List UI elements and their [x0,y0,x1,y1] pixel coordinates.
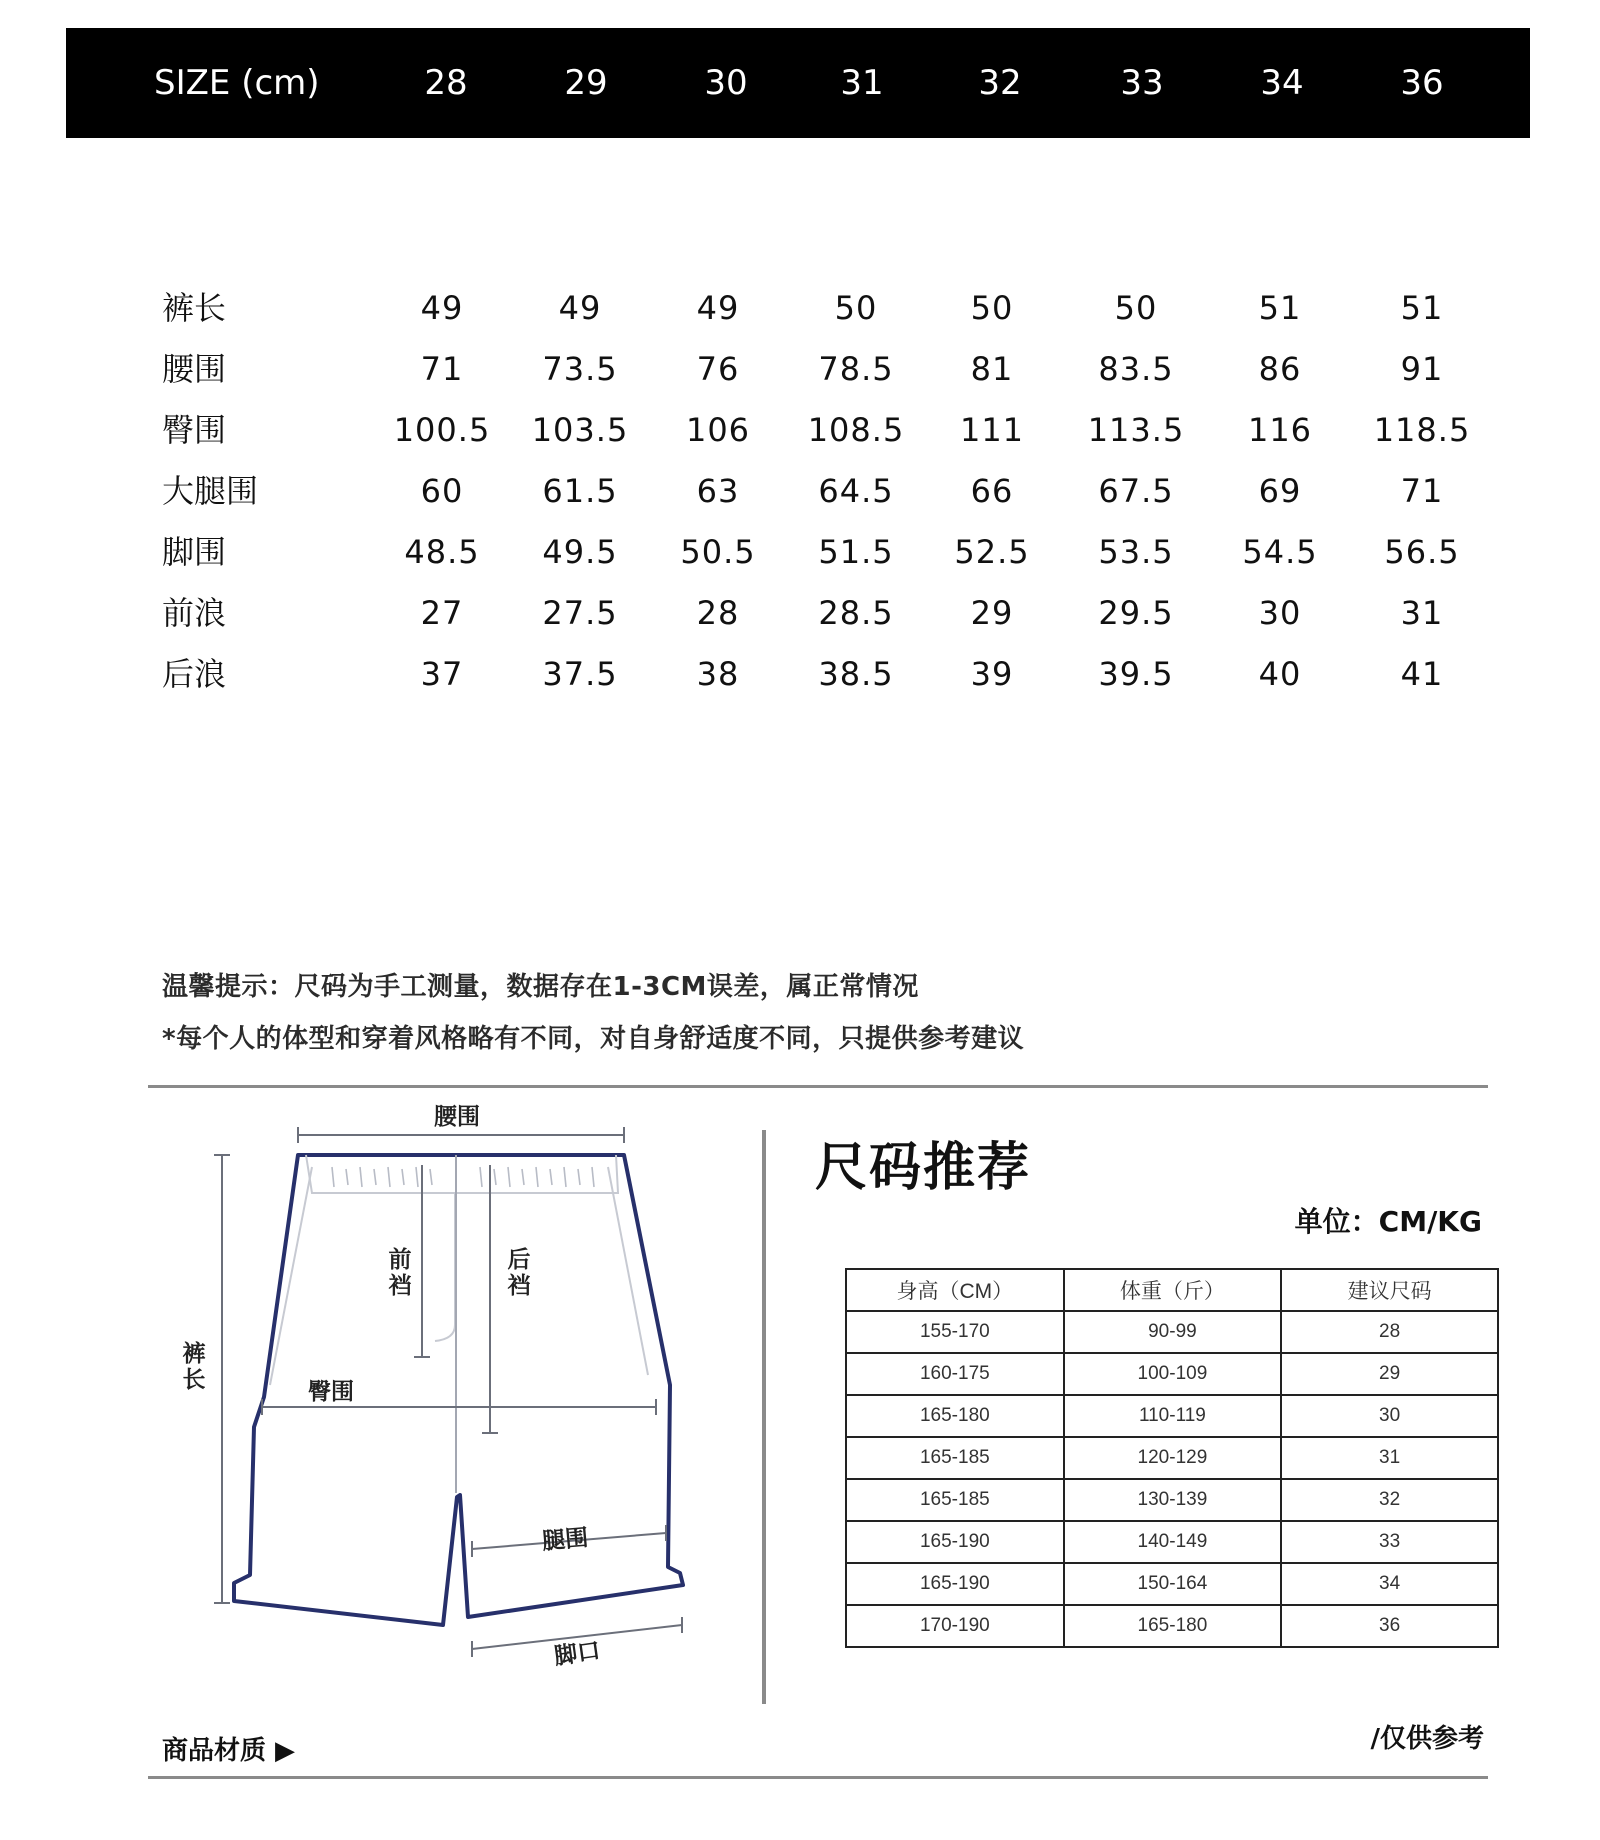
size-cell: 28 [1281,1311,1498,1353]
measurement-value: 28.5 [818,594,894,632]
measurement-row [0,405,1600,455]
measurement-value: 81 [970,350,1014,388]
measurement-label: 裤长 [162,289,227,327]
recommendation-title: 尺码推荐 [815,1138,1032,1198]
measurement-value: 51 [1258,289,1302,327]
measurement-value: 71 [1400,472,1444,510]
measurement-value: 66 [970,472,1014,510]
recommendation-row [846,1521,1498,1563]
measurement-value: 49 [558,289,602,327]
weight-cell: 150-164 [1064,1563,1281,1605]
measurement-value: 41 [1400,655,1444,693]
measurement-label: 腰围 [162,350,227,388]
height-cell: 165-190 [846,1563,1064,1605]
height-cell: 170-190 [846,1605,1064,1647]
measurement-value: 83.5 [1098,350,1174,388]
height-cell: 160-175 [846,1353,1064,1395]
size-cell: 33 [1281,1521,1498,1563]
size-header-36: 36 [1400,63,1444,103]
measurement-label: 前浪 [162,594,227,632]
weight-cell: 165-180 [1064,1605,1281,1647]
measurement-value: 48.5 [404,533,480,571]
measurement-value: 78.5 [818,350,894,388]
measurement-value: 50 [834,289,878,327]
measurement-row [0,283,1600,333]
measurement-value: 52.5 [954,533,1030,571]
size-cell: 34 [1281,1563,1498,1605]
measurement-value: 91 [1400,350,1444,388]
size-cell: 32 [1281,1479,1498,1521]
height-cell: 165-185 [846,1479,1064,1521]
size-header-33: 33 [1120,63,1164,103]
size-header: 建议尺码 [1281,1269,1498,1311]
measurement-row [0,588,1600,638]
size-cell: 29 [1281,1353,1498,1395]
measurement-value: 28 [696,594,740,632]
divider-bottom [148,1776,1488,1779]
measurement-value: 37 [420,655,464,693]
measurement-value: 63 [696,472,740,510]
size-header-29: 29 [564,63,608,103]
recommendation-header-row [846,1269,1498,1311]
tip-note: 温馨提示：尺码为手工测量，数据存在1-3CM误差，属正常情况 [162,972,919,1002]
shorts-illustration [150,1095,710,1705]
measurement-row [0,466,1600,516]
size-header-30: 30 [704,63,748,103]
unit-label: 单位：CM/KG [1294,1205,1482,1238]
measurement-value: 38 [696,655,740,693]
height-cell: 155-170 [846,1311,1064,1353]
size-header-bar [66,28,1530,138]
size-cell: 36 [1281,1605,1498,1647]
divider-top [148,1085,1488,1088]
weight-cell: 90-99 [1064,1311,1281,1353]
measurement-value: 103.5 [531,411,629,449]
measurement-value: 39.5 [1098,655,1174,693]
measurement-value: 27 [420,594,464,632]
measurement-value: 49.5 [542,533,618,571]
thigh-label: 腿围 [541,1525,590,1555]
size-cell: 30 [1281,1395,1498,1437]
measurement-value: 29.5 [1098,594,1174,632]
measurement-row [0,649,1600,699]
measurement-value: 64.5 [818,472,894,510]
measurement-value: 61.5 [542,472,618,510]
weight-cell: 100-109 [1064,1353,1281,1395]
measurement-value: 113.5 [1087,411,1185,449]
shorts-diagram [150,1095,710,1705]
size-header-label: SIZE (cm) [154,63,320,103]
measurement-value: 69 [1258,472,1302,510]
measurement-label: 臀围 [162,411,227,449]
height-cell: 165-180 [846,1395,1064,1437]
size-header-32: 32 [978,63,1022,103]
measurement-value: 39 [970,655,1014,693]
measurement-value: 116 [1247,411,1313,449]
hip-label: 臀围 [308,1379,354,1405]
measurement-value: 50.5 [680,533,756,571]
measurement-value: 38.5 [818,655,894,693]
size-header-28: 28 [424,63,468,103]
measurement-label: 后浪 [162,655,227,693]
height-cell: 165-185 [846,1437,1064,1479]
recommendation-row [846,1395,1498,1437]
vertical-divider [762,1130,766,1704]
measurement-value: 50 [970,289,1014,327]
measurement-value: 51.5 [818,533,894,571]
measurement-value: 54.5 [1242,533,1318,571]
measurement-value: 53.5 [1098,533,1174,571]
size-header-34: 34 [1260,63,1304,103]
measurement-value: 106 [685,411,751,449]
measurement-value: 111 [959,411,1025,449]
weight-cell: 120-129 [1064,1437,1281,1479]
weight-cell: 110-119 [1064,1395,1281,1437]
measurement-value: 27.5 [542,594,618,632]
measurement-value: 76 [696,350,740,388]
measurement-value: 71 [420,350,464,388]
measurement-value: 49 [696,289,740,327]
measurement-value: 49 [420,289,464,327]
measurement-value: 60 [420,472,464,510]
measurement-value: 100.5 [393,411,491,449]
hem-label: 脚口 [552,1637,602,1671]
recommendation-row [846,1353,1498,1395]
length-label: 裤长 [182,1341,206,1393]
recommendation-row [846,1479,1498,1521]
front-rise-label: 前裆 [388,1247,412,1299]
weight-header: 体重（斤） [1064,1269,1281,1311]
height-header: 身高（CM） [846,1269,1064,1311]
measurement-value: 37.5 [542,655,618,693]
measurement-value: 108.5 [807,411,905,449]
measurement-label: 大腿围 [162,472,259,510]
reference-label: /仅供参考 [1370,1724,1484,1754]
size-header-31: 31 [840,63,884,103]
measurement-value: 29 [970,594,1014,632]
recommendation-row [846,1605,1498,1647]
measurement-value: 86 [1258,350,1302,388]
recommendation-table [845,1268,1499,1648]
measurement-value: 56.5 [1384,533,1460,571]
measurement-value: 30 [1258,594,1302,632]
recommendation-row [846,1563,1498,1605]
measurement-value: 31 [1400,594,1444,632]
measurement-value: 118.5 [1373,411,1471,449]
recommendation-row [846,1311,1498,1353]
measurement-value: 67.5 [1098,472,1174,510]
weight-cell: 130-139 [1064,1479,1281,1521]
measurement-row [0,527,1600,577]
measurement-label: 脚围 [162,533,227,571]
height-cell: 165-190 [846,1521,1064,1563]
disclaimer-note: *每个人的体型和穿着风格略有不同，对自身舒适度不同，只提供参考建议 [162,1024,1025,1054]
recommendation-row [846,1437,1498,1479]
material-label: 商品材质 ▶ [162,1736,296,1766]
measurement-value: 51 [1400,289,1444,327]
waist-label: 腰围 [434,1104,480,1130]
size-cell: 31 [1281,1437,1498,1479]
back-rise-label: 后裆 [507,1247,531,1299]
measurement-row [0,344,1600,394]
weight-cell: 140-149 [1064,1521,1281,1563]
measurement-value: 73.5 [542,350,618,388]
measurement-value: 40 [1258,655,1302,693]
measurement-value: 50 [1114,289,1158,327]
